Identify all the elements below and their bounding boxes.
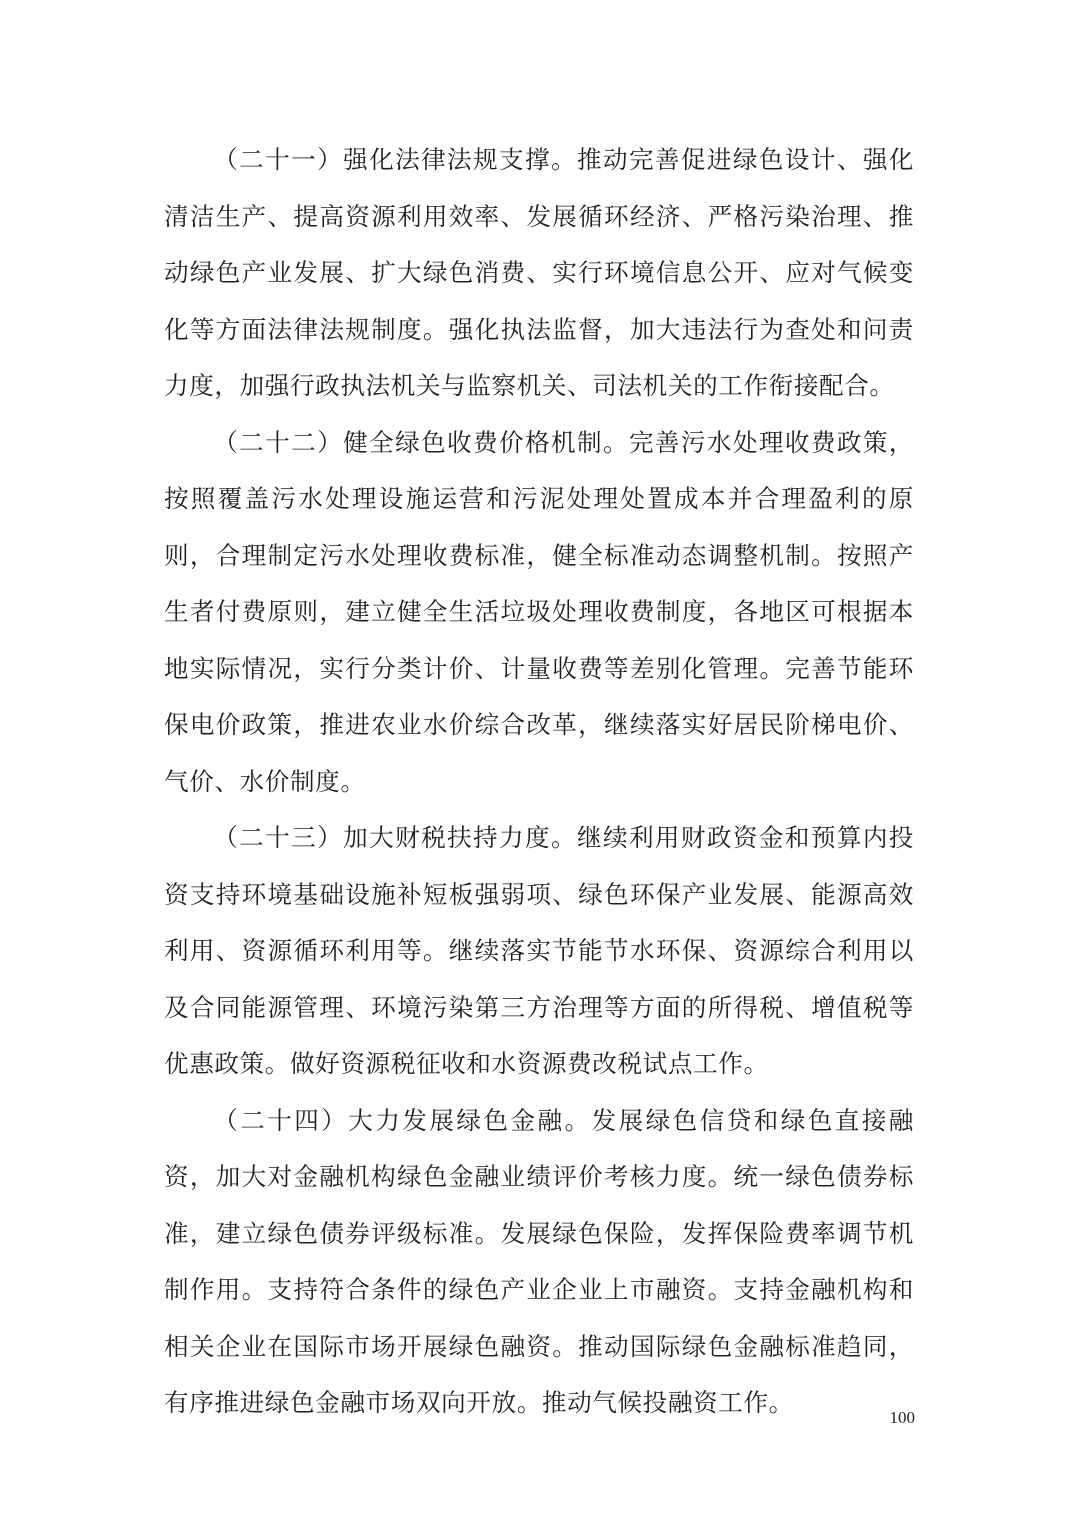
paragraph-21: （二十一）强化法律法规支撑。推动完善促进绿色设计、强化清洁生产、提高资源利用效率、发展循环经济、严格污染治理、推动绿色产业发展、扩大绿色消费、实行环境信息公开、应对气候变化等方面法律法规制度。强化执法监督，加大违法行为查处和问责力度，加强行政执法机关与监察机关、司法机关的工作衔接配合。: [164, 145, 914, 400]
page-number: 100: [889, 1408, 915, 1427]
paragraph-24: （二十四）大力发展绿色金融。发展绿色信贷和绿色直接融资，加大对金融机构绿色金融业绩评价考核力度。统一绿色债券标准，建立绿色债券评级标准。发展绿色保险，发挥保险费率调节机制作用。支持符合条件的绿色产业企业上市融资。支持金融机构和相关企业在国际市场开展绿色融资。推动国际绿色金融标准趋同，有序推进绿色金融市场双向开放。推动气候投融资工作。: [164, 1105, 914, 1417]
document-body: [164, 132, 914, 1432]
paragraph-22: （二十二）健全绿色收费价格机制。完善污水处理收费政策，按照覆盖污水处理设施运营和污泥处理处置成本并合理盈利的原则，合理制定污水处理收费标准，健全标准动态调整机制。按照产生者付费原则，建立健全生活垃圾处理收费制度，各地区可根据本地实际情况，实行分类计价、计量收费等差别化管理。完善节能环保电价政策，推进农业水价综合改革，继续落实好居民阶梯电价、气价、水价制度。: [164, 427, 914, 796]
paragraph-23: （二十三）加大财税扶持力度。继续利用财政资金和预算内投资支持环境基础设施补短板强弱项、绿色环保产业发展、能源高效利用、资源循环利用等。继续落实节能节水环保、资源综合利用以及合同能源管理、环境污染第三方治理等方面的所得税、增值税等优惠政策。做好资源税征收和水资源费改税试点工作。: [164, 823, 914, 1078]
